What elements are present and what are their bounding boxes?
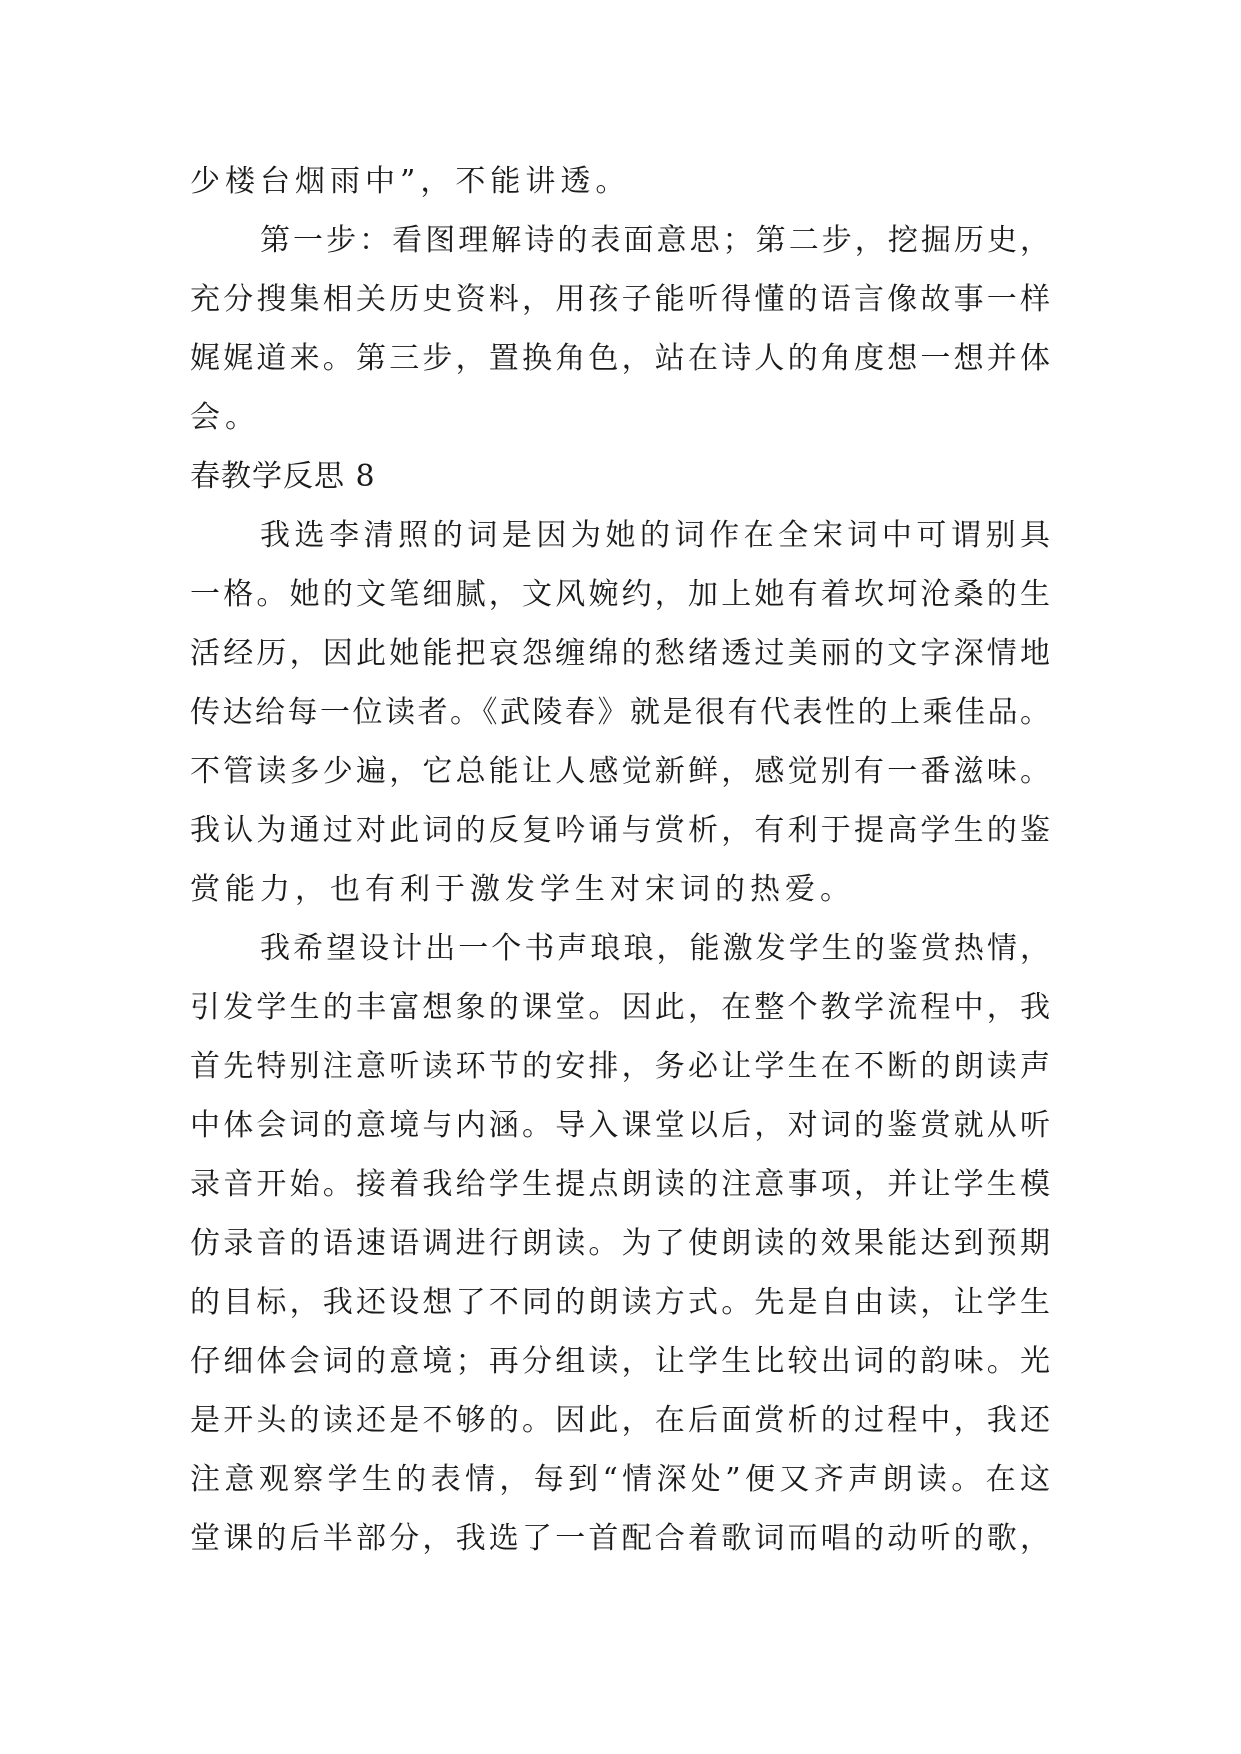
text-line: 第一步：看图理解诗的表面意思；第二步，挖掘历史， [260, 223, 1050, 258]
text-line: 的目标，我还设想了不同的朗读方式。先是自由读，让学生 [190, 1285, 1050, 1320]
text-line: 少楼台烟雨中”，不能讲透。 [190, 164, 631, 199]
text-line: 仿录音的语速语调进行朗读。为了使朗读的效果能达到预期 [190, 1226, 1050, 1261]
text-line: 我希望设计出一个书声琅琅，能激发学生的鉴赏热情， [260, 931, 1050, 966]
text-line: 传达给每一位读者。《武陵春》就是很有代表性的上乘佳品。 [190, 695, 1050, 730]
text-line: 是开头的读还是不够的。因此，在后面赏析的过程中，我还 [190, 1403, 1050, 1438]
text-line: 会。 [190, 400, 260, 435]
section-heading: 春教学反思 8 [190, 459, 376, 494]
text-line: 活经历，因此她能把哀怨缠绵的愁绪透过美丽的文字深情地 [190, 636, 1050, 671]
text-line: 赏能力，也有利于激发学生对宋词的热爱。 [190, 872, 855, 907]
text-line: 仔细体会词的意境；再分组读，让学生比较出词的韵味。光 [190, 1344, 1050, 1379]
text-line: 不管读多少遍，它总能让人感觉新鲜，感觉别有一番滋味。 [190, 754, 1050, 789]
text-line: 娓娓道来。第三步，置换角色，站在诗人的角度想一想并体 [190, 341, 1050, 376]
text-line: 中体会词的意境与内涵。导入课堂以后，对词的鉴赏就从听 [190, 1108, 1050, 1143]
text-line: 引发学生的丰富想象的课堂。因此，在整个教学流程中，我 [190, 990, 1050, 1025]
text-line: 我选李清照的词是因为她的词作在全宋词中可谓别具 [260, 518, 1050, 553]
text-line: 一格。她的文笔细腻，文风婉约，加上她有着坎坷沧桑的生 [190, 577, 1050, 612]
text-line: 首先特别注意听读环节的安排，务必让学生在不断的朗读声 [190, 1049, 1050, 1084]
text-line: 我认为通过对此词的反复吟诵与赏析，有利于提高学生的鉴 [190, 813, 1050, 848]
text-line: 充分搜集相关历史资料，用孩子能听得懂的语言像故事一样 [190, 282, 1050, 317]
text-line: 录音开始。接着我给学生提点朗读的注意事项，并让学生模 [190, 1167, 1050, 1202]
text-line: 堂课的后半部分，我选了一首配合着歌词而唱的动听的歌， [190, 1521, 1050, 1556]
text-line: 注意观察学生的表情，每到“情深处”便又齐声朗读。在这 [190, 1462, 1050, 1497]
document-body [190, 152, 1050, 1568]
